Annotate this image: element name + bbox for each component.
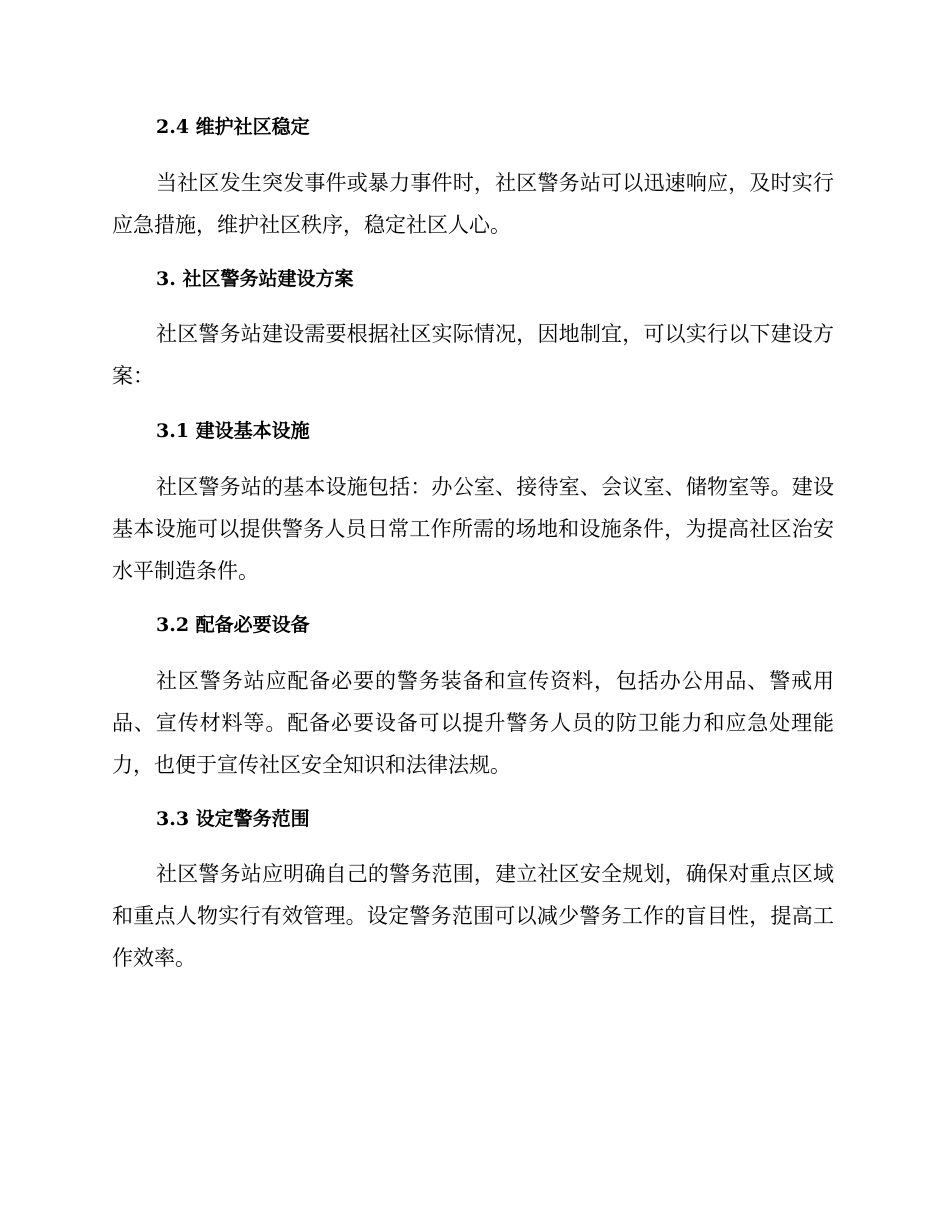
section-heading-2-4: 2.4 维护社区稳定 [156, 116, 310, 138]
section-heading-3: 3. 社区警务站建设方案 [156, 268, 354, 290]
section-paragraph-2-4: 当社区发生突发事件或暴力事件时，社区警务站可以迅速响应，及时实行应急措施，维护社区秩序，稳定社区人心。 [112, 171, 834, 237]
section-heading-3-1: 3.1 建设基本设施 [156, 420, 310, 442]
section-paragraph-3-2: 社区警务站应配备必要的警务装备和宣传资料，包括办公用品、警戒用品、宣传材料等。配备必要设备可以提升警务人员的防卫能力和应急处理能力，也便于宣传社区安全知识和法律法规。 [112, 669, 834, 777]
section-paragraph-3: 社区警务站建设需要根据社区实际情况，因地制宜，可以实行以下建设方案： [112, 322, 834, 388]
section-paragraph-3-3: 社区警务站应明确自己的警务范围，建立社区安全规划，确保对重点区域和重点人物实行有效管理。设定警务范围可以减少警务工作的盲目性，提高工作效率。 [112, 862, 834, 970]
section-paragraph-3-1: 社区警务站的基本设施包括：办公室、接待室、会议室、储物室等。建设基本设施可以提供警务人员日常工作所需的场地和设施条件，为提高社区治安水平制造条件。 [112, 475, 834, 583]
section-heading-3-2: 3.2 配备必要设备 [156, 614, 310, 636]
section-heading-3-3: 3.3 设定警务范围 [156, 808, 310, 830]
